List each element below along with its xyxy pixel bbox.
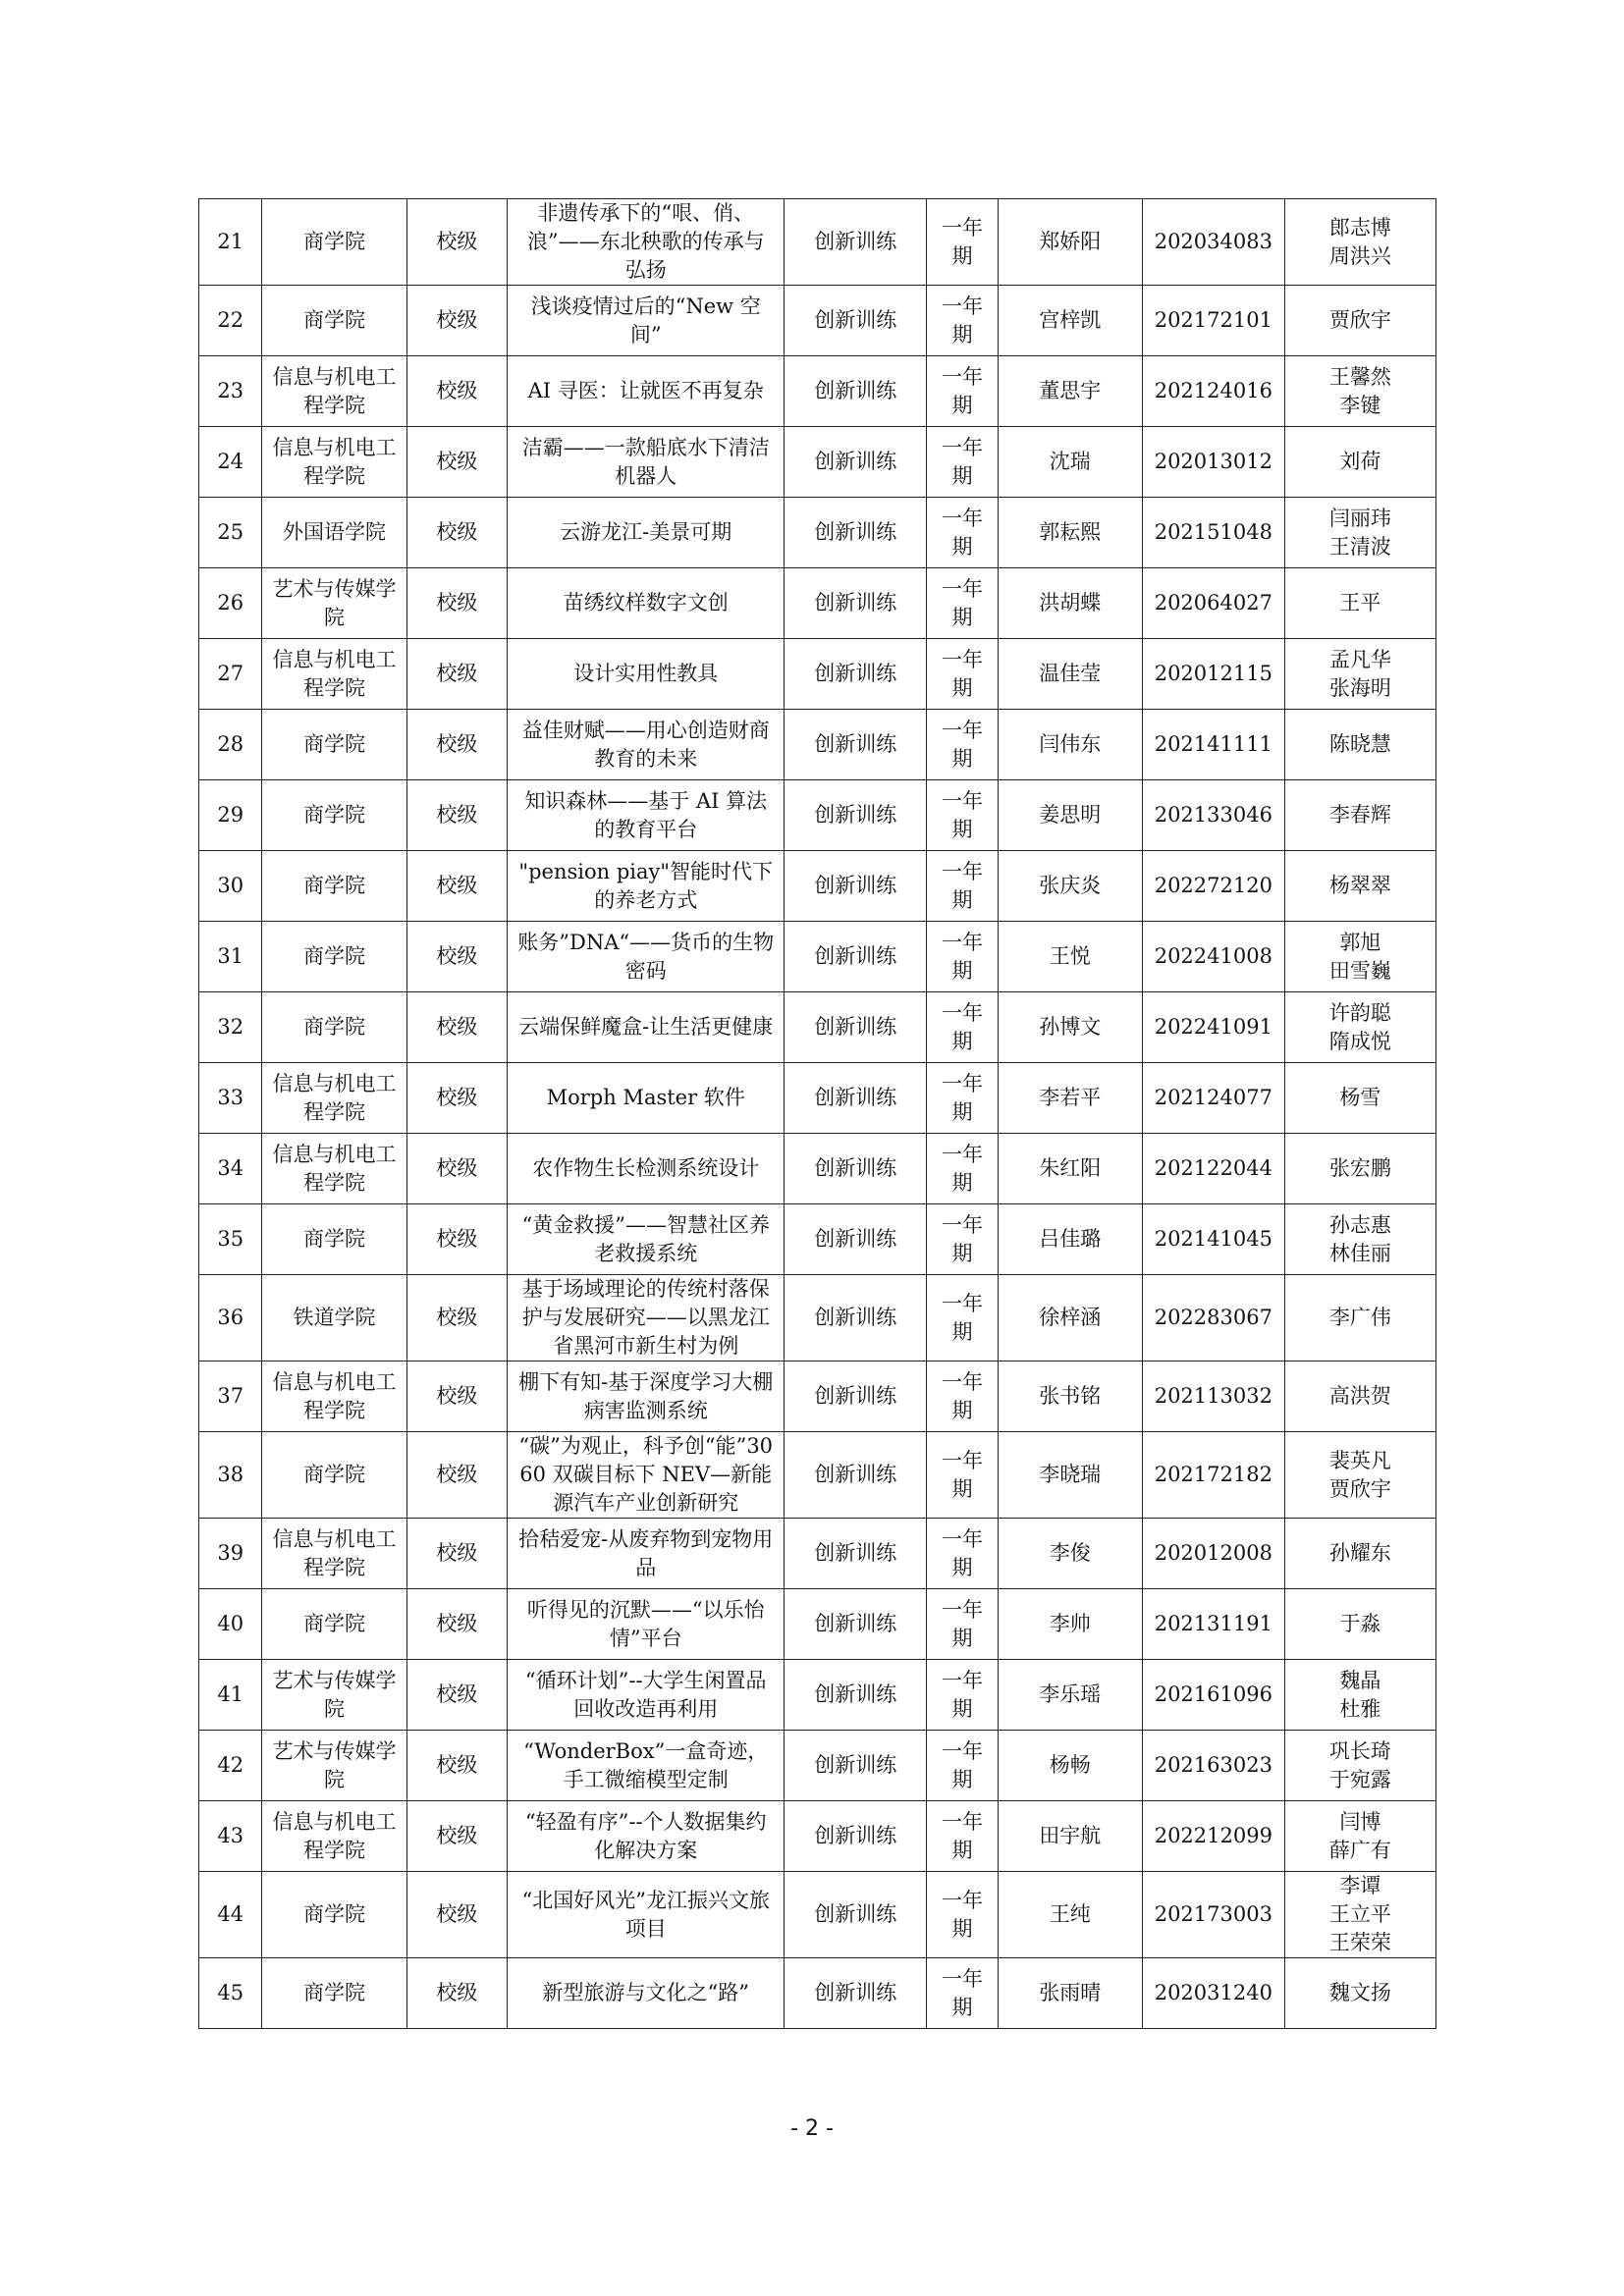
- advisor-cell: 王平: [1284, 568, 1435, 639]
- leader-name-cell: 郭耘熙: [998, 498, 1142, 568]
- project-title-cell: 拾秸爱宠-从废弃物到宠物用品: [508, 1519, 785, 1589]
- period-cell: 一年期: [927, 780, 999, 851]
- period-cell: 一年期: [927, 1958, 999, 2029]
- period-cell: 一年期: [927, 1134, 999, 1204]
- student-id-cell: 202012115: [1142, 639, 1284, 710]
- advisor-cell: 杨翠翠: [1284, 851, 1435, 922]
- level-cell: 校级: [406, 1589, 508, 1660]
- project-type-cell: 创新训练: [785, 780, 927, 851]
- row-number-cell: 21: [199, 199, 262, 286]
- level-cell: 校级: [406, 568, 508, 639]
- student-id-cell: 202161096: [1142, 1660, 1284, 1731]
- level-cell: 校级: [406, 199, 508, 286]
- leader-name-cell: 宫梓凯: [998, 286, 1142, 356]
- college-cell: 信息与机电工程学院: [262, 639, 406, 710]
- college-cell: 商学院: [262, 1432, 406, 1519]
- period-cell: 一年期: [927, 1432, 999, 1519]
- advisor-cell: 孙志惠 林佳丽: [1284, 1204, 1435, 1275]
- row-number-cell: 30: [199, 851, 262, 922]
- level-cell: 校级: [406, 1872, 508, 1958]
- level-cell: 校级: [406, 1958, 508, 2029]
- row-number-cell: 23: [199, 356, 262, 427]
- college-cell: 商学院: [262, 1872, 406, 1958]
- leader-name-cell: 孙博文: [998, 992, 1142, 1063]
- student-id-cell: 202163023: [1142, 1731, 1284, 1801]
- student-id-cell: 202064027: [1142, 568, 1284, 639]
- leader-name-cell: 徐梓涵: [998, 1275, 1142, 1362]
- level-cell: 校级: [406, 1362, 508, 1432]
- row-number-cell: 38: [199, 1432, 262, 1519]
- advisor-cell: 李谭 王立平 王荣荣: [1284, 1872, 1435, 1958]
- student-id-cell: 202031240: [1142, 1958, 1284, 2029]
- advisor-cell: 许韵聪 隋成悦: [1284, 992, 1435, 1063]
- row-number-cell: 33: [199, 1063, 262, 1134]
- advisor-cell: 刘荷: [1284, 427, 1435, 498]
- period-cell: 一年期: [927, 199, 999, 286]
- project-title-cell: "pension piay"智能时代下的养老方式: [508, 851, 785, 922]
- project-type-cell: 创新训练: [785, 1801, 927, 1872]
- row-number-cell: 36: [199, 1275, 262, 1362]
- period-cell: 一年期: [927, 1872, 999, 1958]
- row-number-cell: 26: [199, 568, 262, 639]
- project-type-cell: 创新训练: [785, 1204, 927, 1275]
- table-row: [199, 1063, 1436, 1134]
- leader-name-cell: 杨畅: [998, 1731, 1142, 1801]
- table-row: [199, 851, 1436, 922]
- table-row: [199, 710, 1436, 780]
- row-number-cell: 28: [199, 710, 262, 780]
- college-cell: 商学院: [262, 851, 406, 922]
- project-title-cell: 新型旅游与文化之“路”: [508, 1958, 785, 2029]
- leader-name-cell: 姜思明: [998, 780, 1142, 851]
- table-body: [199, 199, 1436, 2029]
- student-id-cell: 202113032: [1142, 1362, 1284, 1432]
- level-cell: 校级: [406, 356, 508, 427]
- table-row: [199, 1519, 1436, 1589]
- college-cell: 商学院: [262, 710, 406, 780]
- advisor-cell: 张宏鹏: [1284, 1134, 1435, 1204]
- level-cell: 校级: [406, 1063, 508, 1134]
- college-cell: 商学院: [262, 780, 406, 851]
- table-row: [199, 1275, 1436, 1362]
- leader-name-cell: 温佳莹: [998, 639, 1142, 710]
- project-title-cell: 知识森林——基于 AI 算法的教育平台: [508, 780, 785, 851]
- level-cell: 校级: [406, 1204, 508, 1275]
- level-cell: 校级: [406, 1432, 508, 1519]
- level-cell: 校级: [406, 286, 508, 356]
- project-type-cell: 创新训练: [785, 1134, 927, 1204]
- project-title-cell: 云游龙江-美景可期: [508, 498, 785, 568]
- project-title-cell: Morph Master 软件: [508, 1063, 785, 1134]
- project-table: [198, 198, 1436, 2029]
- advisor-cell: 郭旭 田雪巍: [1284, 922, 1435, 992]
- level-cell: 校级: [406, 427, 508, 498]
- project-type-cell: 创新训练: [785, 498, 927, 568]
- project-type-cell: 创新训练: [785, 1589, 927, 1660]
- leader-name-cell: 吕佳璐: [998, 1204, 1142, 1275]
- row-number-cell: 37: [199, 1362, 262, 1432]
- college-cell: 商学院: [262, 992, 406, 1063]
- project-type-cell: 创新训练: [785, 1362, 927, 1432]
- row-number-cell: 40: [199, 1589, 262, 1660]
- period-cell: 一年期: [927, 1362, 999, 1432]
- project-title-cell: 非遗传承下的“哏、俏、浪”——东北秧歌的传承与弘扬: [508, 199, 785, 286]
- table-row: [199, 1801, 1436, 1872]
- row-number-cell: 35: [199, 1204, 262, 1275]
- project-title-cell: 账务”DNA“——货币的生物密码: [508, 922, 785, 992]
- project-type-cell: 创新训练: [785, 710, 927, 780]
- leader-name-cell: 王悦: [998, 922, 1142, 992]
- row-number-cell: 22: [199, 286, 262, 356]
- student-id-cell: 202141111: [1142, 710, 1284, 780]
- project-title-cell: 基于场域理论的传统村落保护与发展研究——以黑龙江省黑河市新生村为例: [508, 1275, 785, 1362]
- student-id-cell: 202241008: [1142, 922, 1284, 992]
- advisor-cell: 陈晓慧: [1284, 710, 1435, 780]
- project-type-cell: 创新训练: [785, 427, 927, 498]
- period-cell: 一年期: [927, 1519, 999, 1589]
- leader-name-cell: 李晓瑞: [998, 1432, 1142, 1519]
- period-cell: 一年期: [927, 992, 999, 1063]
- row-number-cell: 41: [199, 1660, 262, 1731]
- period-cell: 一年期: [927, 427, 999, 498]
- row-number-cell: 42: [199, 1731, 262, 1801]
- college-cell: 艺术与传媒学院: [262, 1731, 406, 1801]
- period-cell: 一年期: [927, 286, 999, 356]
- student-id-cell: 202212099: [1142, 1801, 1284, 1872]
- project-type-cell: 创新训练: [785, 286, 927, 356]
- period-cell: 一年期: [927, 1801, 999, 1872]
- project-type-cell: 创新训练: [785, 568, 927, 639]
- student-id-cell: 202013012: [1142, 427, 1284, 498]
- advisor-cell: 贾欣宇: [1284, 286, 1435, 356]
- project-title-cell: AI 寻医：让就医不再复杂: [508, 356, 785, 427]
- leader-name-cell: 李帅: [998, 1589, 1142, 1660]
- level-cell: 校级: [406, 992, 508, 1063]
- level-cell: 校级: [406, 922, 508, 992]
- college-cell: 信息与机电工程学院: [262, 427, 406, 498]
- student-id-cell: 202124016: [1142, 356, 1284, 427]
- row-number-cell: 31: [199, 922, 262, 992]
- table-row: [199, 286, 1436, 356]
- leader-name-cell: 朱红阳: [998, 1134, 1142, 1204]
- project-type-cell: 创新训练: [785, 356, 927, 427]
- row-number-cell: 44: [199, 1872, 262, 1958]
- row-number-cell: 29: [199, 780, 262, 851]
- table-row: [199, 1589, 1436, 1660]
- table-row: [199, 427, 1436, 498]
- student-id-cell: 202172182: [1142, 1432, 1284, 1519]
- project-type-cell: 创新训练: [785, 922, 927, 992]
- college-cell: 信息与机电工程学院: [262, 356, 406, 427]
- period-cell: 一年期: [927, 922, 999, 992]
- table-row: [199, 199, 1436, 286]
- college-cell: 信息与机电工程学院: [262, 1801, 406, 1872]
- college-cell: 信息与机电工程学院: [262, 1362, 406, 1432]
- leader-name-cell: 闫伟东: [998, 710, 1142, 780]
- project-type-cell: 创新训练: [785, 1731, 927, 1801]
- level-cell: 校级: [406, 1660, 508, 1731]
- project-type-cell: 创新训练: [785, 1275, 927, 1362]
- college-cell: 商学院: [262, 922, 406, 992]
- student-id-cell: 202283067: [1142, 1275, 1284, 1362]
- period-cell: 一年期: [927, 710, 999, 780]
- table-row: [199, 1432, 1436, 1519]
- level-cell: 校级: [406, 639, 508, 710]
- advisor-cell: 孟凡华 张海明: [1284, 639, 1435, 710]
- table-row: [199, 1731, 1436, 1801]
- leader-name-cell: 李俊: [998, 1519, 1142, 1589]
- period-cell: 一年期: [927, 1204, 999, 1275]
- project-type-cell: 创新训练: [785, 992, 927, 1063]
- project-title-cell: “北国好风光”龙江振兴文旅项目: [508, 1872, 785, 1958]
- project-title-cell: 设计实用性教具: [508, 639, 785, 710]
- level-cell: 校级: [406, 498, 508, 568]
- period-cell: 一年期: [927, 639, 999, 710]
- advisor-cell: 高洪贺: [1284, 1362, 1435, 1432]
- student-id-cell: 202122044: [1142, 1134, 1284, 1204]
- level-cell: 校级: [406, 780, 508, 851]
- leader-name-cell: 张书铭: [998, 1362, 1142, 1432]
- row-number-cell: 24: [199, 427, 262, 498]
- table-row: [199, 1872, 1436, 1958]
- level-cell: 校级: [406, 710, 508, 780]
- student-id-cell: 202151048: [1142, 498, 1284, 568]
- project-title-cell: 听得见的沉默——“以乐怡情”平台: [508, 1589, 785, 1660]
- leader-name-cell: 李若平: [998, 1063, 1142, 1134]
- project-type-cell: 创新训练: [785, 1958, 927, 2029]
- table-row: [199, 1362, 1436, 1432]
- advisor-cell: 闫丽玮 王清波: [1284, 498, 1435, 568]
- advisor-cell: 闫博 薛广有: [1284, 1801, 1435, 1872]
- project-type-cell: 创新训练: [785, 199, 927, 286]
- college-cell: 铁道学院: [262, 1275, 406, 1362]
- project-type-cell: 创新训练: [785, 1519, 927, 1589]
- level-cell: 校级: [406, 1731, 508, 1801]
- college-cell: 信息与机电工程学院: [262, 1519, 406, 1589]
- student-id-cell: 202272120: [1142, 851, 1284, 922]
- advisor-cell: 巩长琦 于宛露: [1284, 1731, 1435, 1801]
- student-id-cell: 202124077: [1142, 1063, 1284, 1134]
- advisor-cell: 孙耀东: [1284, 1519, 1435, 1589]
- project-title-cell: “黄金救援”——智慧社区养老救援系统: [508, 1204, 785, 1275]
- period-cell: 一年期: [927, 1589, 999, 1660]
- project-title-cell: 苗绣纹样数字文创: [508, 568, 785, 639]
- project-title-cell: “轻盈有序”--个人数据集约化解决方案: [508, 1801, 785, 1872]
- project-title-cell: 农作物生长检测系统设计: [508, 1134, 785, 1204]
- table-row: [199, 356, 1436, 427]
- advisor-cell: 魏晶 杜雅: [1284, 1660, 1435, 1731]
- advisor-cell: 杨雪: [1284, 1063, 1435, 1134]
- college-cell: 艺术与传媒学院: [262, 568, 406, 639]
- leader-name-cell: 郑娇阳: [998, 199, 1142, 286]
- advisor-cell: 魏文扬: [1284, 1958, 1435, 2029]
- row-number-cell: 43: [199, 1801, 262, 1872]
- project-title-cell: 云端保鲜魔盒-让生活更健康: [508, 992, 785, 1063]
- project-title-cell: 益佳财赋——用心创造财商教育的未来: [508, 710, 785, 780]
- table-row: [199, 639, 1436, 710]
- advisor-cell: 王馨然 李键: [1284, 356, 1435, 427]
- leader-name-cell: 王纯: [998, 1872, 1142, 1958]
- level-cell: 校级: [406, 1801, 508, 1872]
- table-row: [199, 1204, 1436, 1275]
- college-cell: 商学院: [262, 1958, 406, 2029]
- advisor-cell: 裴英凡 贾欣宇: [1284, 1432, 1435, 1519]
- row-number-cell: 27: [199, 639, 262, 710]
- project-type-cell: 创新训练: [785, 1660, 927, 1731]
- table-row: [199, 498, 1436, 568]
- period-cell: 一年期: [927, 1660, 999, 1731]
- period-cell: 一年期: [927, 1275, 999, 1362]
- college-cell: 商学院: [262, 286, 406, 356]
- student-id-cell: 202241091: [1142, 992, 1284, 1063]
- project-title-cell: 浅谈疫情过后的“New 空间”: [508, 286, 785, 356]
- level-cell: 校级: [406, 851, 508, 922]
- student-id-cell: 202133046: [1142, 780, 1284, 851]
- student-id-cell: 202173003: [1142, 1872, 1284, 1958]
- period-cell: 一年期: [927, 356, 999, 427]
- project-type-cell: 创新训练: [785, 1872, 927, 1958]
- college-cell: 商学院: [262, 1204, 406, 1275]
- project-type-cell: 创新训练: [785, 851, 927, 922]
- period-cell: 一年期: [927, 851, 999, 922]
- row-number-cell: 34: [199, 1134, 262, 1204]
- leader-name-cell: 田宇航: [998, 1801, 1142, 1872]
- page-number: - 2 -: [790, 2116, 834, 2141]
- college-cell: 艺术与传媒学院: [262, 1660, 406, 1731]
- table-row: [199, 922, 1436, 992]
- project-type-cell: 创新训练: [785, 1063, 927, 1134]
- leader-name-cell: 张庆炎: [998, 851, 1142, 922]
- leader-name-cell: 洪胡蝶: [998, 568, 1142, 639]
- table-row: [199, 992, 1436, 1063]
- project-title-cell: “碳”为观止，科予创“能”3060 双碳目标下 NEV—新能源汽车产业创新研究: [508, 1432, 785, 1519]
- leader-name-cell: 董思宇: [998, 356, 1142, 427]
- college-cell: 信息与机电工程学院: [262, 1134, 406, 1204]
- project-type-cell: 创新训练: [785, 1432, 927, 1519]
- student-id-cell: 202172101: [1142, 286, 1284, 356]
- table-row: [199, 1958, 1436, 2029]
- college-cell: 商学院: [262, 199, 406, 286]
- row-number-cell: 32: [199, 992, 262, 1063]
- advisor-cell: 李春辉: [1284, 780, 1435, 851]
- period-cell: 一年期: [927, 1731, 999, 1801]
- period-cell: 一年期: [927, 568, 999, 639]
- leader-name-cell: 张雨晴: [998, 1958, 1142, 2029]
- row-number-cell: 39: [199, 1519, 262, 1589]
- advisor-cell: 于淼: [1284, 1589, 1435, 1660]
- student-id-cell: 202131191: [1142, 1589, 1284, 1660]
- table-row: [199, 780, 1436, 851]
- student-id-cell: 202034083: [1142, 199, 1284, 286]
- table-row: [199, 1134, 1436, 1204]
- college-cell: 信息与机电工程学院: [262, 1063, 406, 1134]
- leader-name-cell: 李乐瑶: [998, 1660, 1142, 1731]
- student-id-cell: 202141045: [1142, 1204, 1284, 1275]
- advisor-cell: 李广伟: [1284, 1275, 1435, 1362]
- project-title-cell: 棚下有知-基于深度学习大棚病害监测系统: [508, 1362, 785, 1432]
- college-cell: 商学院: [262, 1589, 406, 1660]
- project-type-cell: 创新训练: [785, 639, 927, 710]
- level-cell: 校级: [406, 1134, 508, 1204]
- row-number-cell: 25: [199, 498, 262, 568]
- project-title-cell: “循环计划”--大学生闲置品回收改造再利用: [508, 1660, 785, 1731]
- row-number-cell: 45: [199, 1958, 262, 2029]
- table-row: [199, 568, 1436, 639]
- period-cell: 一年期: [927, 498, 999, 568]
- period-cell: 一年期: [927, 1063, 999, 1134]
- leader-name-cell: 沈瑞: [998, 427, 1142, 498]
- level-cell: 校级: [406, 1519, 508, 1589]
- student-id-cell: 202012008: [1142, 1519, 1284, 1589]
- project-title-cell: 洁霸——一款船底水下清洁机器人: [508, 427, 785, 498]
- table-row: [199, 1660, 1436, 1731]
- level-cell: 校级: [406, 1275, 508, 1362]
- college-cell: 外国语学院: [262, 498, 406, 568]
- project-title-cell: “WonderBox”一盒奇迹，手工微缩模型定制: [508, 1731, 785, 1801]
- advisor-cell: 郎志博 周洪兴: [1284, 199, 1435, 286]
